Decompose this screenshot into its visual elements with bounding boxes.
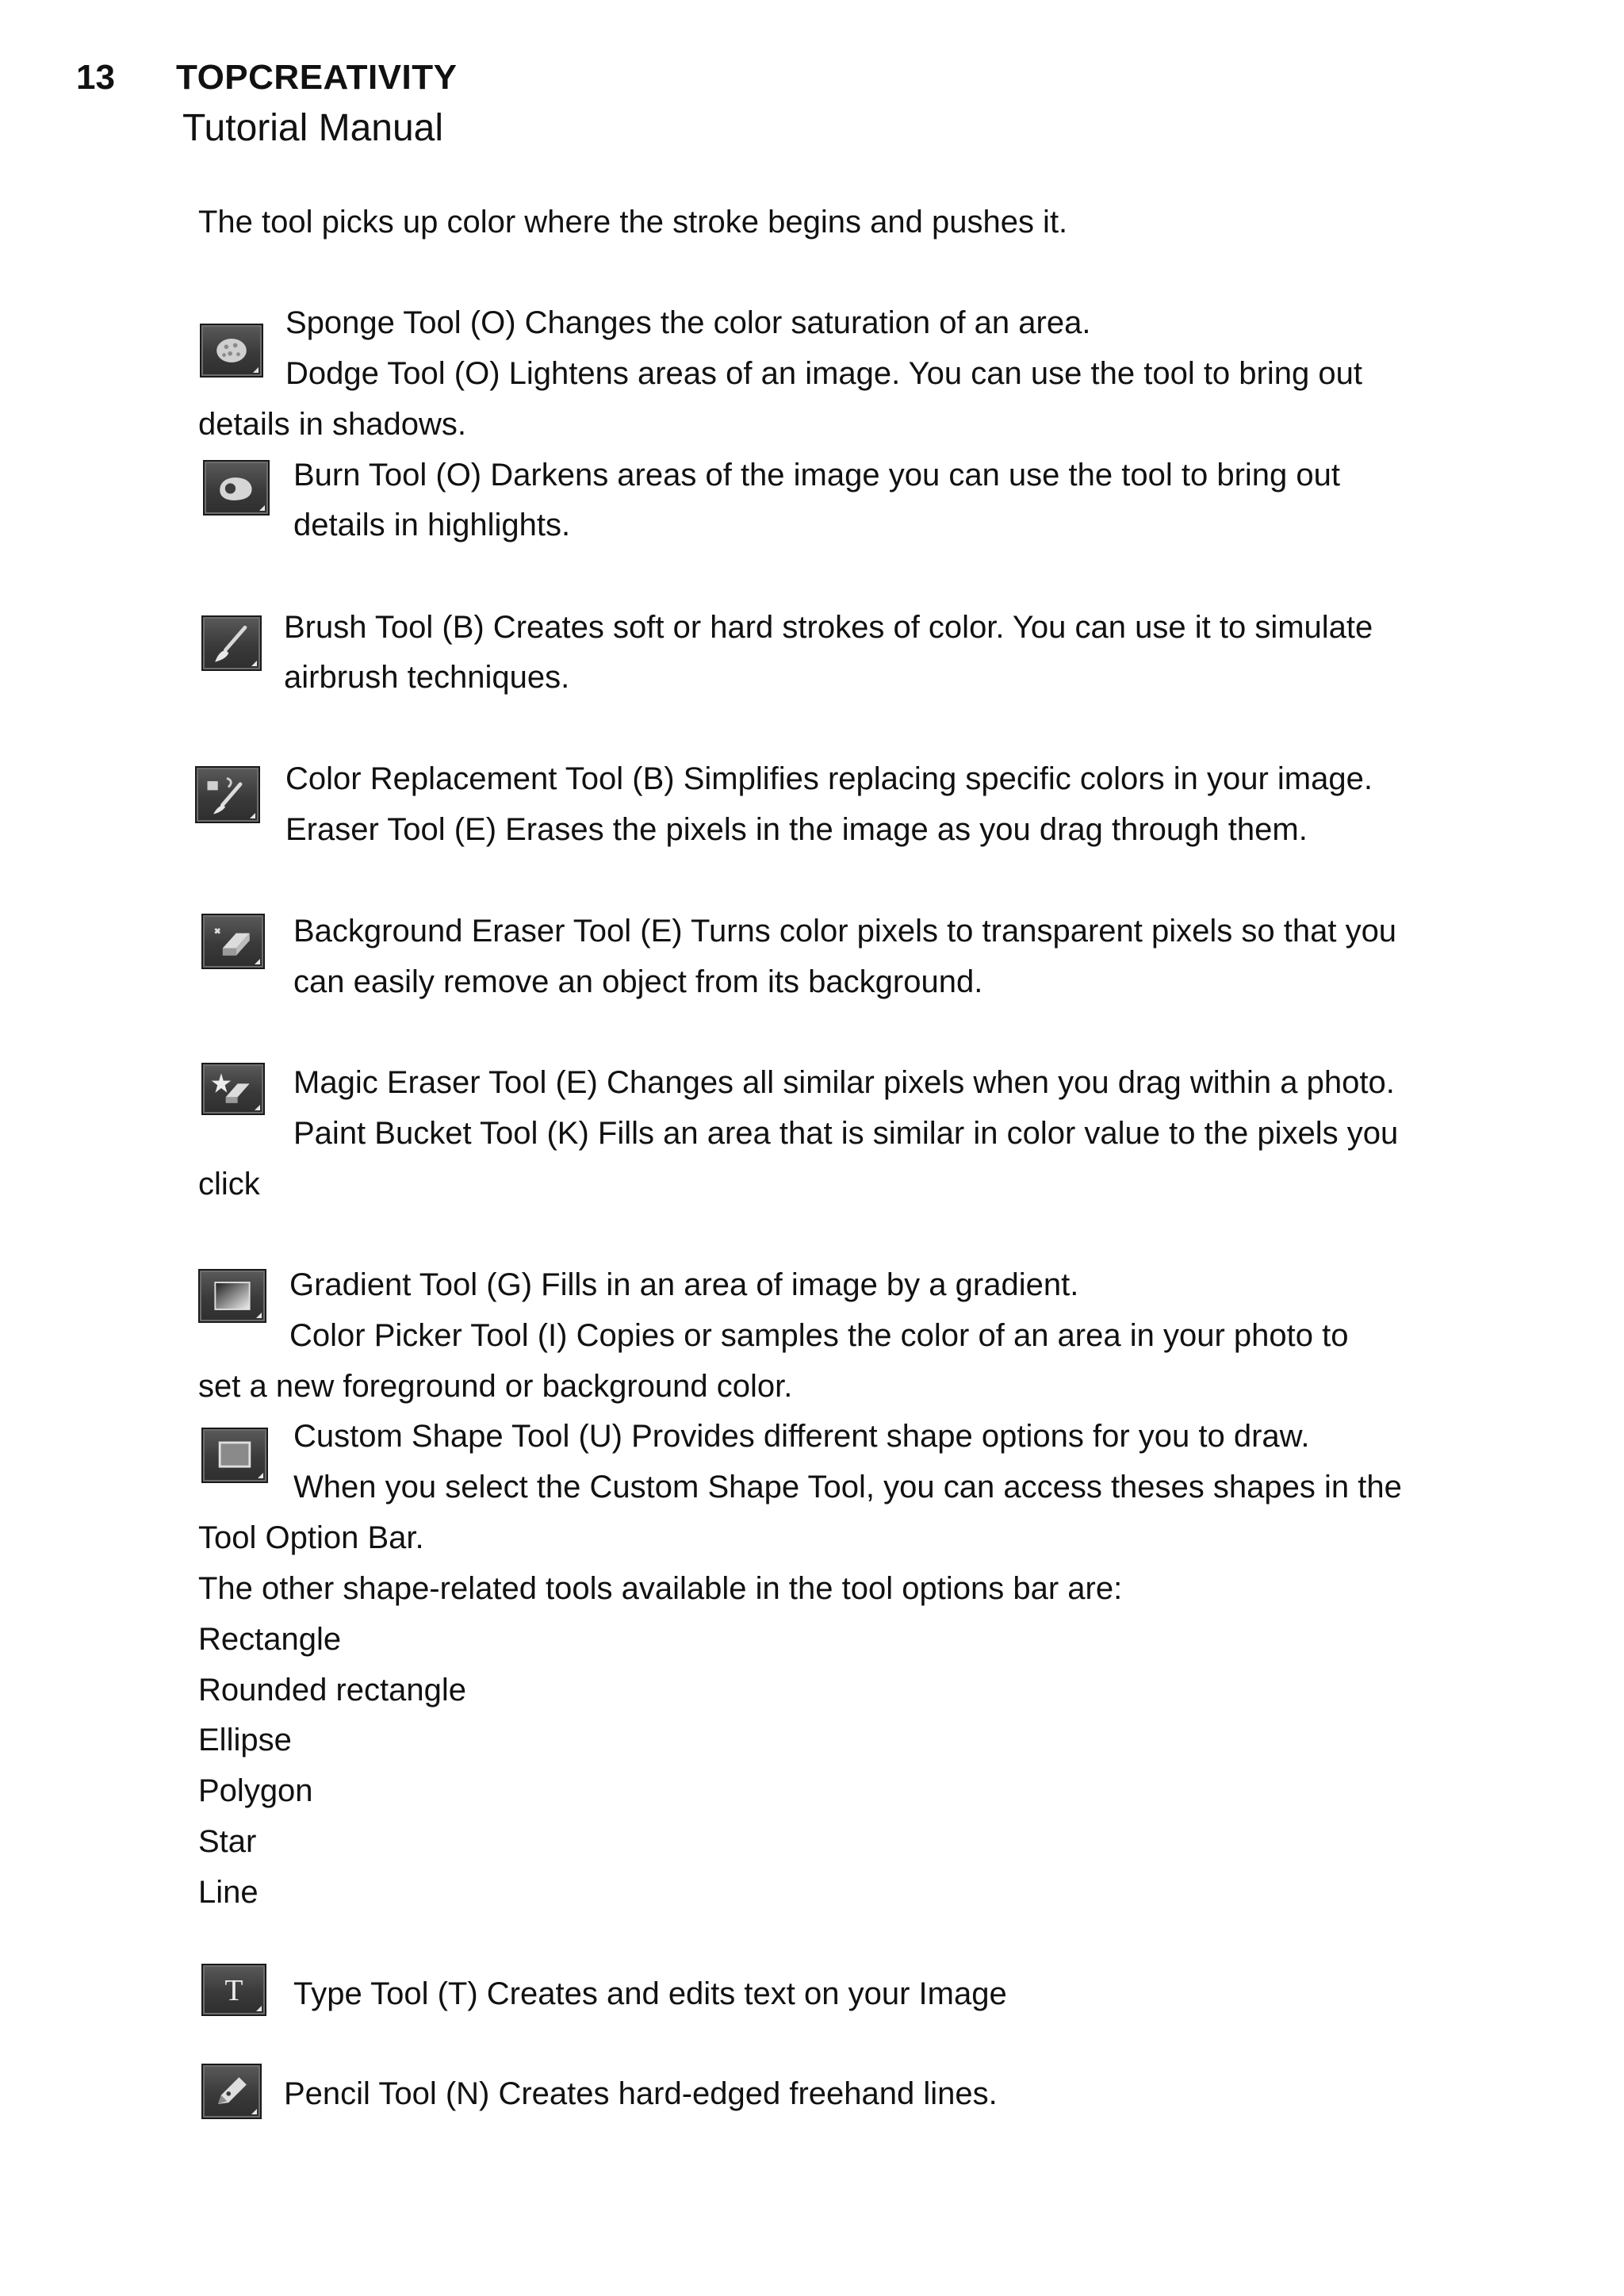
shape-list-item: Polygon [198, 1773, 313, 1808]
magic-eraser-icon [201, 1063, 265, 1115]
shape-list-item: Rounded rectangle [198, 1673, 467, 1708]
burn-tool-text-cont: details in highlights. [293, 508, 571, 542]
svg-text:T: T [224, 1975, 243, 2008]
background-eraser-tool-text-cont: can easily remove an object from its background. [293, 964, 983, 999]
burn-icon [203, 460, 270, 516]
shape-list-item: Star [198, 1824, 257, 1859]
page-number: 13 [76, 58, 115, 97]
custom-shape-tool-text-cont: When you select the Custom Shape Tool, you can access theses shapes in the [293, 1470, 1402, 1504]
paint-bucket-tool-text: Paint Bucket Tool (K) Fills an area that is similar in color value to the pixels you [293, 1116, 1399, 1151]
brush-tool-text-cont: airbrush techniques. [284, 660, 570, 695]
dodge-tool-text-cont: details in shadows. [198, 407, 466, 442]
color-replacement-tool-text: Color Replacement Tool (B) Simplifies replacing specific colors in your image. [285, 761, 1373, 796]
manual-subtitle: Tutorial Manual [182, 107, 444, 149]
brush-icon [201, 615, 262, 671]
type-icon [201, 1964, 266, 2016]
magic-eraser-tool-text: Magic Eraser Tool (E) Changes all similar pixels when you drag within a photo. [293, 1065, 1395, 1100]
pencil-tool-text: Pencil Tool (N) Creates hard-edged freehand lines. [284, 2076, 998, 2111]
background-eraser-tool-text: Background Eraser Tool (E) Turns color pixels to transparent pixels so that you [293, 914, 1397, 949]
color-picker-tool-text-cont: set a new foreground or background color. [198, 1369, 793, 1404]
gradient-icon [198, 1269, 266, 1323]
custom-shape-tool-text: Custom Shape Tool (U) Provides different shape options for you to draw. [293, 1419, 1310, 1454]
brush-tool-text: Brush Tool (B) Creates soft or hard strokes of color. You can use it to simulate [284, 610, 1373, 645]
color-picker-tool-text: Color Picker Tool (I) Copies or samples the color of an area in your photo to [289, 1318, 1349, 1353]
type-tool-text: Type Tool (T) Creates and edits text on your Image [293, 1976, 1007, 2011]
background-eraser-icon [201, 914, 265, 969]
sponge-icon [200, 324, 263, 378]
gradient-tool-text: Gradient Tool (G) Fills in an area of image by a gradient. [289, 1267, 1079, 1302]
sponge-tool-text: Sponge Tool (O) Changes the color saturation of an area. [285, 305, 1091, 340]
paint-bucket-tool-text-cont: click [198, 1167, 260, 1202]
eraser-tool-text: Eraser Tool (E) Erases the pixels in the image as you drag through them. [285, 812, 1308, 847]
burn-tool-text: Burn Tool (O) Darkens areas of the image you can use the tool to bring out [293, 458, 1340, 493]
color-replacement-icon [195, 766, 260, 823]
shape-list-item: Ellipse [198, 1723, 292, 1757]
shape-tools-intro: The other shape-related tools available in the tool options bar are: [198, 1571, 1123, 1606]
pencil-icon [201, 2064, 262, 2119]
intro-text: The tool picks up color where the stroke begins and pushes it. [198, 205, 1068, 240]
dodge-tool-text: Dodge Tool (O) Lightens areas of an image. You can use the tool to bring out [285, 356, 1362, 391]
shape-list-item: Line [198, 1875, 259, 1910]
manual-title: TOPCREATIVITY [176, 58, 458, 97]
shape-list-item: Rectangle [198, 1622, 342, 1657]
custom-shape-tool-text-cont2: Tool Option Bar. [198, 1520, 424, 1555]
custom-shape-icon [201, 1428, 268, 1483]
